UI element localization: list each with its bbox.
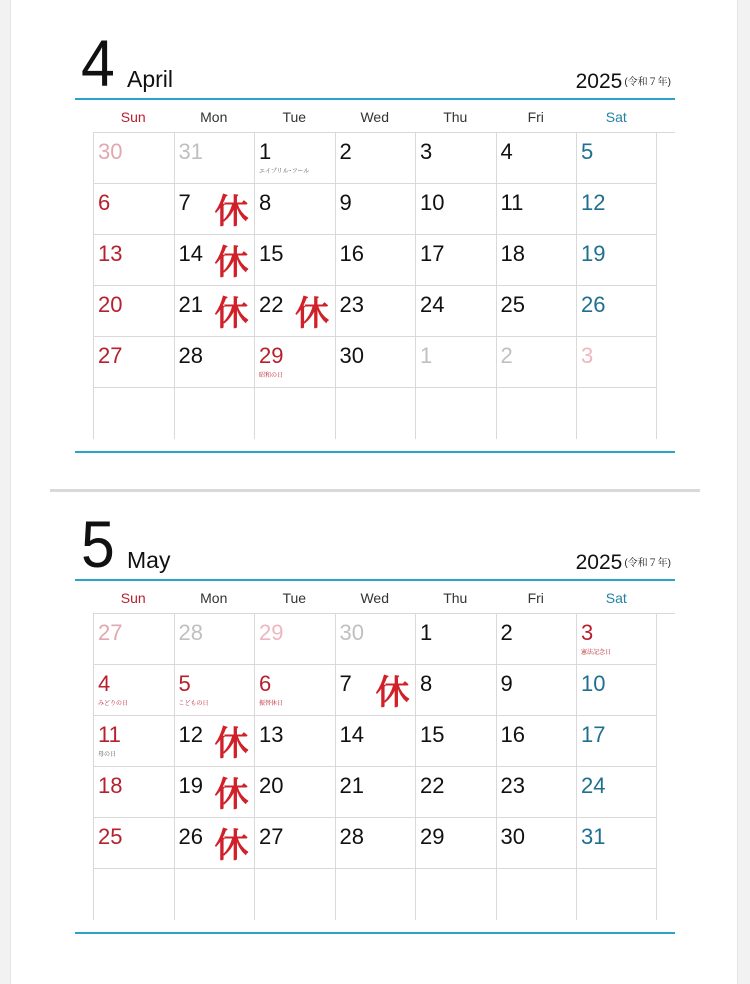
day-cell[interactable] (335, 716, 416, 766)
day-cell (576, 388, 657, 439)
day-number: 17 (581, 722, 606, 747)
day-cell (174, 869, 255, 920)
day-number: 26 (178, 824, 203, 849)
day-number: 10 (581, 671, 606, 696)
day-cell (174, 388, 255, 439)
day-cell[interactable] (174, 133, 255, 183)
weekday-label-fri: Fri (527, 109, 544, 125)
day-number: 31 (178, 139, 203, 164)
day-cell[interactable] (93, 133, 174, 183)
day-cell[interactable] (93, 286, 174, 336)
day-note: 憲法記念日 (581, 650, 612, 656)
day-cell[interactable] (254, 286, 335, 336)
day-number: 8 (420, 671, 433, 696)
day-cell[interactable] (415, 286, 496, 336)
month-name: May (127, 547, 171, 573)
weekday-label-wed: Wed (360, 109, 390, 125)
day-number: 30 (98, 139, 123, 164)
day-number: 9 (500, 671, 513, 696)
weekday-label-sun: Sun (120, 590, 146, 606)
day-cell[interactable] (93, 184, 174, 234)
closed-day-mark: 休 (214, 775, 249, 815)
day-cell[interactable] (93, 716, 174, 766)
day-number: 4 (98, 671, 111, 696)
era-label: (令和７年) (624, 77, 671, 88)
day-cell[interactable] (254, 337, 335, 387)
day-cell (415, 869, 496, 920)
month-may (75, 481, 675, 934)
closed-day-mark: 休 (214, 192, 249, 232)
day-number: 6 (259, 671, 272, 696)
day-cell[interactable] (415, 665, 496, 715)
day-cell[interactable] (496, 133, 577, 183)
month-header (75, 0, 675, 100)
day-number: 20 (259, 773, 284, 798)
calendar-grid (93, 614, 657, 920)
day-note: 母の日 (98, 752, 117, 758)
day-number: 14 (339, 722, 364, 747)
day-cell[interactable] (174, 767, 255, 817)
day-number: 22 (259, 292, 284, 317)
day-number: 25 (98, 824, 123, 849)
day-cell[interactable] (335, 818, 416, 868)
day-cell[interactable] (576, 184, 657, 234)
weekday-label-mon: Mon (200, 590, 228, 606)
closed-day-mark: 休 (214, 724, 249, 764)
closed-day-mark: 休 (214, 294, 249, 334)
week-row (93, 665, 657, 716)
day-cell[interactable] (496, 665, 577, 715)
week-row (93, 818, 657, 869)
weekday-label-wed: Wed (360, 590, 390, 606)
day-cell (254, 869, 335, 920)
weekday-header-row (93, 581, 675, 614)
day-number: 18 (500, 241, 525, 266)
day-number: 5 (581, 139, 594, 164)
day-cell[interactable] (335, 286, 416, 336)
day-number: 21 (178, 292, 203, 317)
day-cell[interactable] (496, 614, 577, 664)
day-cell (415, 388, 496, 439)
year-number: 2025 (575, 70, 623, 93)
day-cell[interactable] (415, 614, 496, 664)
week-row (93, 286, 657, 337)
day-cell[interactable] (254, 818, 335, 868)
day-number: 9 (339, 190, 352, 215)
closed-day-mark: 休 (295, 294, 329, 334)
day-cell[interactable] (496, 818, 577, 868)
day-number: 26 (581, 292, 606, 317)
day-number: 28 (178, 620, 203, 645)
day-number: 23 (339, 292, 364, 317)
day-number: 29 (259, 343, 284, 368)
day-cell[interactable] (415, 767, 496, 817)
day-cell[interactable] (174, 665, 255, 715)
day-cell[interactable] (174, 716, 255, 766)
week-row (93, 388, 657, 439)
day-number: 11 (98, 722, 121, 747)
day-cell[interactable] (93, 818, 174, 868)
day-number: 28 (339, 824, 364, 849)
day-cell[interactable] (254, 133, 335, 183)
week-row (93, 184, 657, 235)
day-number: 7 (339, 671, 352, 696)
day-cell[interactable] (415, 235, 496, 285)
day-cell[interactable] (415, 184, 496, 234)
day-cell[interactable] (174, 235, 255, 285)
day-cell (335, 869, 416, 920)
day-number: 3 (581, 343, 594, 368)
closed-day-mark: 休 (214, 243, 249, 283)
day-number: 11 (500, 190, 524, 215)
day-number: 15 (259, 241, 284, 266)
day-number: 6 (98, 190, 111, 215)
day-number: 27 (98, 343, 123, 368)
year-number: 2025 (575, 551, 623, 574)
day-cell[interactable] (174, 818, 255, 868)
day-number: 30 (339, 343, 364, 368)
week-row (93, 337, 657, 388)
day-cell[interactable] (93, 337, 174, 387)
day-cell[interactable] (415, 337, 496, 387)
day-number: 27 (98, 620, 123, 645)
day-number: 24 (581, 773, 606, 798)
day-cell[interactable] (496, 286, 577, 336)
day-number: 13 (259, 722, 284, 747)
day-number: 7 (178, 190, 191, 215)
day-cell (254, 388, 335, 439)
weekday-label-sun: Sun (120, 109, 146, 125)
day-cell (93, 388, 174, 439)
day-number: 10 (420, 190, 445, 215)
weekday-label-sat: Sat (605, 109, 627, 125)
day-number: 12 (581, 190, 606, 215)
month-footer-rule (75, 451, 675, 453)
year-label (576, 70, 671, 94)
day-number: 1 (420, 343, 433, 368)
day-cell[interactable] (335, 767, 416, 817)
day-number: 2 (500, 343, 513, 368)
day-number: 19 (581, 241, 606, 266)
day-cell[interactable] (335, 235, 416, 285)
day-cell[interactable] (335, 337, 416, 387)
day-cell[interactable] (576, 818, 657, 868)
day-number: 14 (178, 241, 203, 266)
month-footer-rule (75, 932, 675, 934)
day-number: 31 (581, 824, 606, 849)
day-note: エイプリル･フール (259, 169, 310, 175)
day-cell (496, 869, 577, 920)
day-number: 15 (420, 722, 445, 747)
day-cell[interactable] (576, 133, 657, 183)
day-number: 4 (500, 139, 513, 164)
day-number: 18 (98, 773, 123, 798)
day-number: 19 (178, 773, 203, 798)
day-cell[interactable] (576, 614, 657, 664)
day-number: 23 (500, 773, 525, 798)
day-note: 振替休日 (259, 701, 284, 707)
year-label (576, 551, 671, 575)
day-cell[interactable] (496, 184, 577, 234)
day-cell (496, 388, 577, 439)
day-cell[interactable] (174, 184, 255, 234)
day-number: 12 (178, 722, 203, 747)
closed-day-mark: 休 (214, 826, 249, 866)
weekday-label-fri: Fri (527, 590, 544, 606)
day-cell[interactable] (254, 614, 335, 664)
day-number: 17 (420, 241, 445, 266)
week-row (93, 767, 657, 818)
month-name: April (127, 66, 174, 92)
day-cell[interactable] (174, 337, 255, 387)
day-cell[interactable] (254, 184, 335, 234)
calendar-grid (93, 133, 657, 439)
day-number: 29 (420, 824, 445, 849)
weekday-label-sat: Sat (605, 590, 627, 606)
day-cell (576, 869, 657, 920)
day-cell[interactable] (93, 614, 174, 664)
day-cell[interactable] (415, 716, 496, 766)
month-april (75, 0, 675, 453)
day-note: みどりの日 (98, 701, 129, 707)
day-cell[interactable] (254, 235, 335, 285)
day-number: 30 (500, 824, 525, 849)
week-row (93, 614, 657, 665)
day-number: 30 (339, 620, 364, 645)
day-cell[interactable] (254, 716, 335, 766)
day-cell[interactable] (576, 665, 657, 715)
day-note: こどもの日 (178, 701, 209, 707)
day-cell[interactable] (174, 614, 255, 664)
day-cell[interactable] (174, 286, 255, 336)
day-number: 24 (420, 292, 445, 317)
weekday-label-tue: Tue (282, 109, 307, 125)
day-number: 25 (500, 292, 525, 317)
era-label: (令和７年) (624, 558, 671, 569)
day-number: 3 (420, 139, 433, 164)
closed-day-mark: 休 (375, 673, 410, 713)
day-number: 2 (339, 139, 352, 164)
day-note: 昭和の日 (259, 373, 284, 379)
day-number: 2 (500, 620, 513, 645)
month-header (75, 481, 675, 581)
day-cell[interactable] (93, 767, 174, 817)
day-number: 8 (259, 190, 272, 215)
day-cell[interactable] (576, 767, 657, 817)
day-cell[interactable] (576, 235, 657, 285)
day-number: 22 (420, 773, 445, 798)
week-row (93, 133, 657, 184)
day-cell[interactable] (496, 716, 577, 766)
day-cell[interactable] (576, 337, 657, 387)
day-number: 21 (339, 773, 364, 798)
day-cell[interactable] (496, 337, 577, 387)
month-number: 5 (81, 507, 115, 581)
day-number: 27 (259, 824, 284, 849)
day-number: 29 (259, 620, 284, 645)
day-cell[interactable] (415, 133, 496, 183)
day-number: 16 (339, 241, 364, 266)
weekday-label-thu: Thu (443, 590, 468, 606)
day-cell[interactable] (93, 235, 174, 285)
day-cell[interactable] (254, 665, 335, 715)
day-number: 13 (98, 241, 123, 266)
day-cell (93, 869, 174, 920)
day-number: 20 (98, 292, 123, 317)
day-cell[interactable] (93, 665, 174, 715)
weekday-label-mon: Mon (200, 109, 228, 125)
week-row (93, 235, 657, 286)
day-number: 28 (178, 343, 203, 368)
day-cell[interactable] (335, 614, 416, 664)
week-row (93, 869, 657, 920)
day-cell[interactable] (335, 665, 416, 715)
day-number: 1 (420, 620, 433, 645)
day-number: 5 (178, 671, 191, 696)
weekday-label-thu: Thu (443, 109, 468, 125)
day-number: 1 (259, 139, 272, 164)
weekday-label-tue: Tue (282, 590, 307, 606)
day-cell[interactable] (576, 716, 657, 766)
day-cell[interactable] (496, 235, 577, 285)
month-number: 4 (81, 26, 115, 100)
day-number: 3 (581, 620, 594, 645)
day-cell[interactable] (335, 184, 416, 234)
day-cell (335, 388, 416, 439)
day-cell[interactable] (335, 133, 416, 183)
day-cell[interactable] (415, 818, 496, 868)
day-cell[interactable] (576, 286, 657, 336)
day-number: 16 (500, 722, 525, 747)
week-row (93, 716, 657, 767)
weekday-header-row (93, 100, 675, 133)
day-cell[interactable] (254, 767, 335, 817)
day-cell[interactable] (496, 767, 577, 817)
